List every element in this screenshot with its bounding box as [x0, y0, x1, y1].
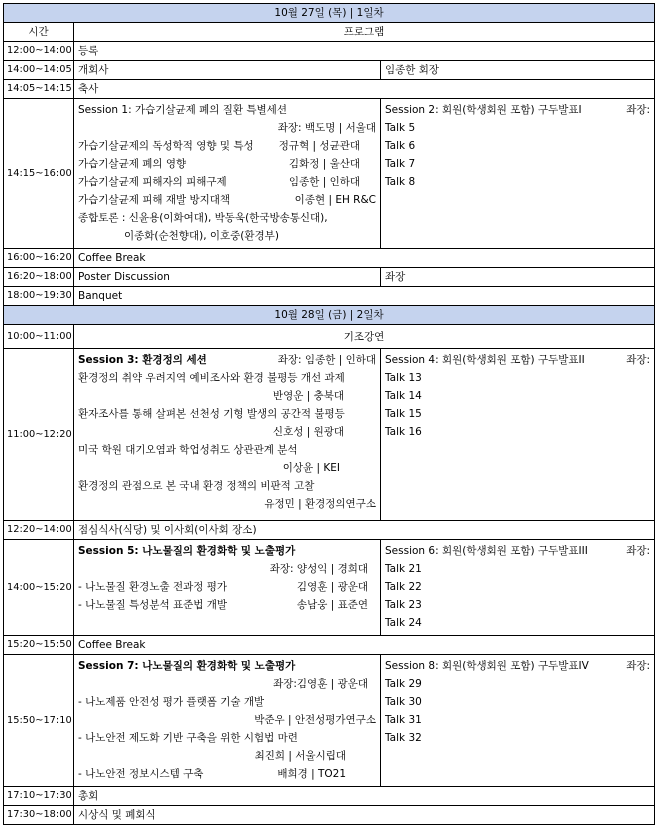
talk-entry: 가습기살균제 피해 재발 방지대책 이종현 | EH R&C: [78, 194, 376, 206]
session-3-cell: [74, 349, 381, 521]
talk-entry: 가습기살균제 피해자의 피해구제 임종한 | 인하대: [78, 176, 360, 188]
time-cell: 14:00~15:20: [4, 540, 74, 636]
schedule-row: [4, 325, 655, 349]
session-7-title: Session 7: 나노물질의 환경화학 및 노출평가: [78, 660, 296, 672]
session-6-cell: [381, 540, 655, 636]
program-cell: 축사: [74, 80, 655, 99]
time-cell: 12:20~14:00: [4, 521, 74, 540]
talk-item: Talk 7: [385, 158, 416, 170]
time-cell: 16:20~18:00: [4, 268, 74, 287]
program-cell: 개회사: [74, 61, 381, 80]
talk-speaker: 신호성 | 원광대: [272, 426, 344, 438]
talk-item: Talk 21: [385, 563, 422, 575]
schedule-row: [4, 787, 655, 806]
session-7-cell: [74, 655, 381, 787]
talk-title: - 나노안전 제도화 기반 구축을 위한 시험법 마련: [78, 732, 298, 744]
talk-item: Talk 5: [385, 122, 416, 134]
time-cell: 17:10~17:30: [4, 787, 74, 806]
schedule-table: [3, 3, 655, 825]
talk-item: Talk 29: [385, 678, 422, 690]
schedule-row: [4, 287, 655, 306]
talk-title: - 나노제품 안전성 평가 플랫폼 기술 개발: [78, 696, 265, 708]
talk-item: Talk 14: [385, 390, 422, 402]
time-cell: 14:15~16:00: [4, 99, 74, 249]
program-cell: Coffee Break: [74, 636, 655, 655]
session-2-cell: [381, 99, 655, 249]
column-header-row: [4, 23, 655, 42]
session-row: [4, 99, 655, 249]
time-cell: 12:00~14:00: [4, 42, 74, 61]
session-6-title: Session 6: 회원(학생회원 포함) 구두발표III 좌장:: [385, 545, 651, 557]
time-column-header: 시간: [4, 23, 74, 42]
time-cell: 17:30~18:00: [4, 806, 74, 825]
talk-item: Talk 13: [385, 372, 422, 384]
talk-title: 미국 학원 대기오염과 학업성취도 상관관계 분석: [78, 444, 298, 456]
talk-entry: - 나노안전 정보시스템 구축 배희경 | TO21: [78, 768, 346, 780]
session-row: [4, 349, 655, 521]
talk-entry: - 나노물질 특성분석 표준법 개발 송남웅 | 표준연: [78, 599, 368, 611]
talk-item: Talk 6: [385, 140, 416, 152]
talk-title: 환경정의 취약 우려지역 예비조사와 환경 불평등 개선 과제: [78, 372, 345, 384]
schedule-row: [4, 521, 655, 540]
chair-cell: 좌장: [381, 268, 655, 287]
program-cell: Coffee Break: [74, 249, 655, 268]
session-5-title: Session 5: 나노물질의 환경화학 및 노출평가: [78, 545, 296, 557]
program-cell: Banquet: [74, 287, 655, 306]
program-cell: 총회: [74, 787, 655, 806]
schedule-row: [4, 268, 655, 287]
time-cell: 18:00~19:30: [4, 287, 74, 306]
session-5-chair: 좌장: 양성익 | 경희대: [269, 563, 368, 575]
session-row: [4, 540, 655, 636]
schedule-row: [4, 42, 655, 61]
talk-item: Talk 24: [385, 617, 422, 629]
talk-item: Talk 15: [385, 408, 422, 420]
program-column-header: 프로그램: [74, 23, 655, 42]
talk-item: Talk 16: [385, 426, 422, 438]
time-cell: 10:00~11:00: [4, 325, 74, 349]
time-cell: 14:05~14:15: [4, 80, 74, 99]
talk-item: Talk 22: [385, 581, 422, 593]
schedule-row: [4, 249, 655, 268]
time-cell: 15:50~17:10: [4, 655, 74, 787]
talk-item: Talk 31: [385, 714, 422, 726]
program-cell: Poster Discussion: [74, 268, 381, 287]
session-8-cell: [381, 655, 655, 787]
program-cell: 시상식 및 폐회식: [74, 806, 655, 825]
talk-title: 환자조사를 통해 살펴본 선천성 기형 발생의 공간적 불평등: [78, 408, 345, 420]
discussion-line: 종합토론 : 신윤용(이화여대), 박동욱(한국방송통신대),: [78, 212, 328, 224]
talk-entry: - 나노물질 환경노출 전과정 평가 김영훈 | 광운대: [78, 581, 368, 593]
speaker-cell: 임종한 회장: [381, 61, 655, 80]
session-2-title: Session 2: 회원(학생회원 포함) 구두발표I 좌장:: [385, 104, 651, 116]
time-cell: 14:00~14:05: [4, 61, 74, 80]
session-4-cell: [381, 349, 655, 521]
session-1-title: Session 1: 가습기살균제 폐의 질환 특별세션: [78, 104, 287, 116]
session-1-cell: [74, 99, 381, 249]
talk-item: Talk 32: [385, 732, 422, 744]
day1-title: 10월 27일 (목) | 1일차: [4, 4, 655, 23]
session-5-cell: [74, 540, 381, 636]
talk-item: Talk 30: [385, 696, 422, 708]
talk-item: Talk 8: [385, 176, 416, 188]
talk-speaker: 유정민 | 환경정의연구소: [264, 498, 376, 510]
day1-header-row: [4, 4, 655, 23]
session-1-chair: 좌장: 백도명 | 서울대: [277, 122, 376, 134]
talk-item: Talk 23: [385, 599, 422, 611]
schedule-row: [4, 806, 655, 825]
session-row: [4, 655, 655, 787]
day2-title: 10월 28일 (금) | 2일차: [4, 306, 655, 325]
time-cell: 11:00~12:20: [4, 349, 74, 521]
session-8-title: Session 8: 회원(학생회원 포함) 구두발표IV 좌장:: [385, 660, 651, 672]
program-cell: 점심식사(식당) 및 이사회(이사회 장소): [74, 521, 655, 540]
talk-title: 환경정의 관점으로 본 국내 환경 정책의 비판적 고찰: [78, 480, 315, 492]
program-cell: 기조강연: [74, 325, 655, 349]
session-7-chair: 좌장:김영훈 | 광운대: [273, 678, 368, 690]
talk-speaker: 이상윤 | KEI: [282, 462, 340, 474]
schedule-row: [4, 61, 655, 80]
program-cell: 등록: [74, 42, 655, 61]
talk-speaker: 반영운 | 충북대: [272, 390, 344, 402]
time-cell: 15:20~15:50: [4, 636, 74, 655]
schedule-row: [4, 80, 655, 99]
session-4-title: Session 4: 회원(학생회원 포함) 구두발표II 좌장:: [385, 354, 651, 366]
talk-speaker: 박준우 | 안전성평가연구소: [254, 714, 376, 726]
day2-header-row: [4, 306, 655, 325]
discussion-line: 이종화(순천향대), 이호중(환경부): [124, 230, 279, 242]
talk-speaker: 최진희 | 서울시립대: [254, 750, 346, 762]
time-cell: 16:00~16:20: [4, 249, 74, 268]
session-3-title: Session 3: 환경정의 세션 좌장: 임종한 | 인하대: [78, 354, 376, 366]
talk-entry: 가습기살균제 폐의 영향 김화정 | 울산대: [78, 158, 360, 170]
talk-entry: 가습기살균제의 독성학적 영향 및 특성 정규혁 | 성균관대: [78, 140, 360, 152]
schedule-row: [4, 636, 655, 655]
